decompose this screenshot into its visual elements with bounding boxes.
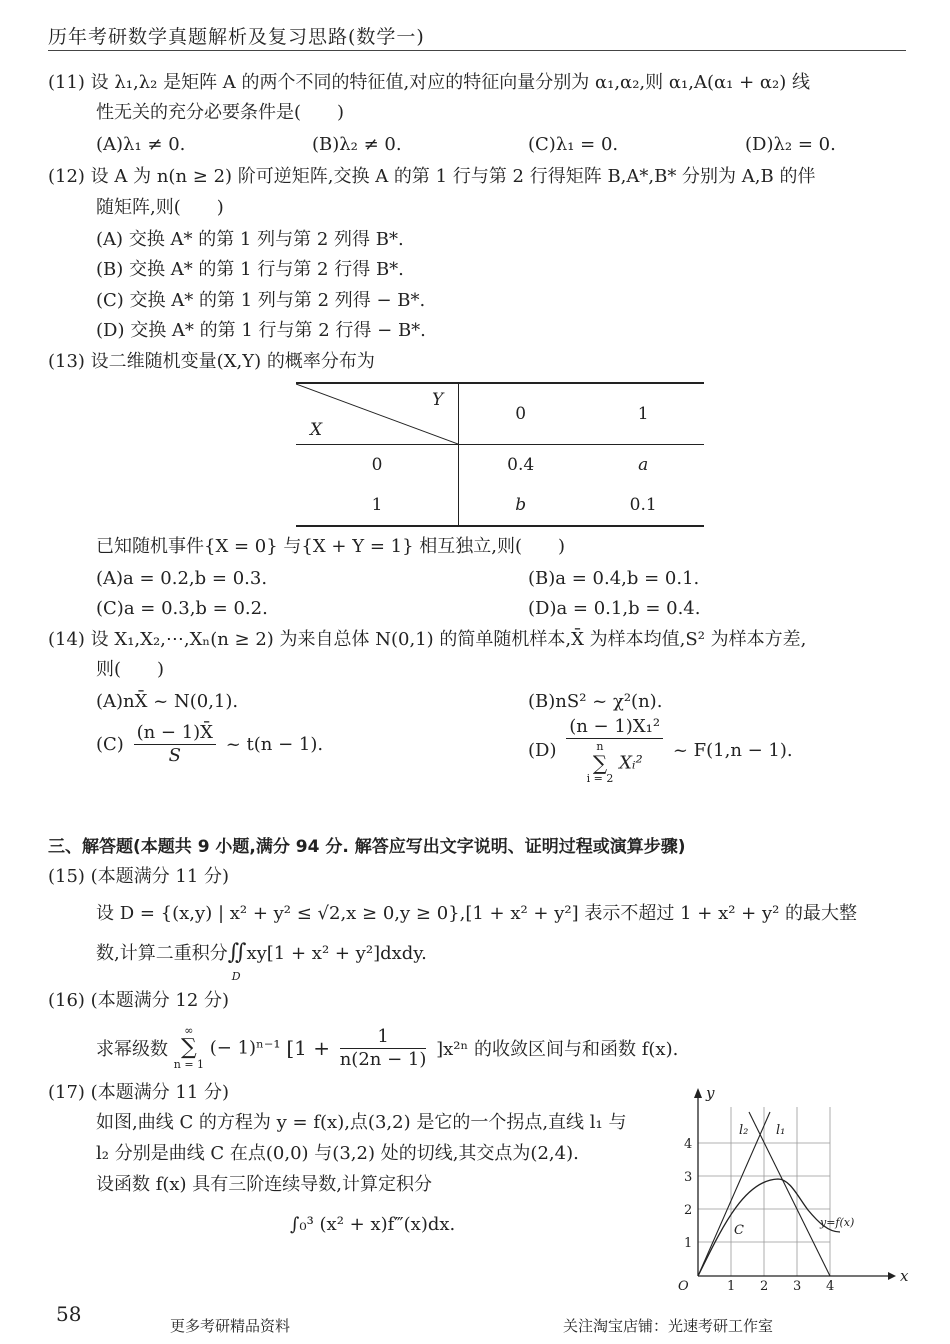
- q15-integrand: xy[1 + x² + y²]dxdy.: [246, 943, 427, 964]
- grid-lines: [698, 1107, 830, 1276]
- section-3-title: 三、解答题(本题共 9 小题,满分 94 分. 解答应写出文字说明、证明过程或演算步骤): [48, 837, 686, 857]
- q13-option-a: (A)a = 0.2,b = 0.3.: [96, 568, 268, 589]
- table-cell: a: [638, 455, 649, 475]
- q17-integral: ∫₀³ (x² + x)f‴(x)dx.: [290, 1214, 456, 1235]
- header-rule: [48, 50, 906, 51]
- q14-option-c-label: (C): [96, 734, 124, 755]
- q16-fraction-numerator: 1: [340, 1026, 427, 1049]
- q12-text-line2: 随矩阵,则( ): [96, 197, 224, 218]
- y-tick-label: 4: [684, 1137, 693, 1152]
- q14-option-d: [528, 716, 793, 785]
- origin-label: O: [678, 1279, 689, 1292]
- q11-option-d: (D)λ₂ = 0.: [745, 134, 836, 155]
- x-axis-arrow: [888, 1272, 896, 1280]
- q17-line3: 设函数 f(x) 具有三阶连续导数,计算定积分: [96, 1174, 433, 1195]
- q16-fraction-denominator: n(2n − 1): [339, 1048, 427, 1070]
- table-corner-cell: [296, 383, 459, 445]
- corner-label-x: X: [310, 420, 323, 440]
- q14-text-line1: (14) 设 X₁,X₂,⋯,Xₙ(n ≥ 2) 为来自总体 N(0,1) 的简单随机样本,X̄ 为样本均值,S² 为样本方差,: [48, 629, 807, 650]
- q12-text-line1: (12) 设 A 为 n(n ≥ 2) 阶可逆矩阵,交换 A 的第 1 行与第 2 行得矩阵 B,A*,B* 分别为 A,B 的伴: [48, 166, 816, 187]
- y-tick-label: 3: [684, 1170, 693, 1185]
- q13-option-c: (C)a = 0.3,b = 0.2.: [96, 598, 268, 619]
- q14-option-c-denominator: S: [168, 745, 181, 766]
- y-tick-label: 2: [684, 1203, 693, 1218]
- q14-sum-symbol: [587, 741, 614, 785]
- q14-option-d-numerator: (n − 1)X₁²: [566, 716, 663, 739]
- q15-line2: [96, 940, 427, 983]
- col-header: 0: [459, 383, 583, 445]
- y-axis-label: y: [706, 1084, 715, 1102]
- table-cell: 0.1: [582, 485, 704, 526]
- function-graph: [668, 1082, 912, 1292]
- x-tick-label: 4: [826, 1279, 835, 1292]
- q11-option-b: (B)λ₂ ≠ 0.: [312, 134, 402, 155]
- q15-line2-text: 数,计算二重积分: [96, 943, 228, 964]
- q17-line1: 如图,曲线 C 的方程为 y = f(x),点(3,2) 是它的一个拐点,直线 l₁ 与: [96, 1112, 627, 1133]
- probability-table: [296, 382, 704, 527]
- q17-line2: l₂ 分别是曲线 C 在点(0,0) 与(3,2) 处的切线,其交点为(2,4).: [96, 1143, 579, 1164]
- label-l2: l₂: [739, 1123, 749, 1138]
- q14-option-b: (B)nS² ~ χ²(n).: [528, 691, 663, 712]
- page-header: 历年考研数学真题解析及复习思路(数学一): [48, 26, 425, 48]
- q16-sum-symbol: [174, 1025, 204, 1071]
- q11-text-line1: (11) 设 λ₁,λ₂ 是矩阵 A 的两个不同的特征值,对应的特征向量分别为 α₁,α₂,则 α₁,A(α₁ + α₂) 线: [48, 72, 811, 93]
- q16-sign-factor: (− 1)ⁿ⁻¹: [209, 1037, 281, 1059]
- q13-condition: 已知随机事件{X = 0} 与{X + Y = 1} 相互独立,则( ): [96, 536, 566, 557]
- x-axis-label: x: [900, 1267, 909, 1285]
- footer-left-text: 更多考研精品资料: [170, 1317, 291, 1335]
- table-cell: b: [459, 485, 583, 526]
- q13-text: (13) 设二维随机变量(X,Y) 的概率分布为: [48, 351, 375, 372]
- tangent-l1: [698, 1112, 770, 1276]
- q16-sum-sign: ∑: [181, 1035, 197, 1060]
- q14-option-c-tail: ~ t(n − 1).: [225, 734, 324, 755]
- q14-sum-upper: n: [596, 740, 604, 753]
- q12-option-d: (D) 交换 A* 的第 1 行与第 2 行得 − B*.: [96, 320, 426, 341]
- q16-sum-lower: n = 1: [173, 1058, 205, 1071]
- q14-option-c: [96, 722, 323, 767]
- x-tick-label: 2: [760, 1279, 769, 1292]
- q16-fraction: [340, 1026, 427, 1071]
- q11-text-line2: 性无关的充分必要条件是( ): [96, 102, 345, 123]
- q12-option-a: (A) 交换 A* 的第 1 列与第 2 列得 B*.: [96, 229, 404, 250]
- q12-option-c: (C) 交换 A* 的第 1 列与第 2 列得 − B*.: [96, 290, 426, 311]
- q14-option-d-fraction: [566, 716, 663, 785]
- q16-sum-upper: ∞: [184, 1024, 194, 1037]
- col-header: 1: [582, 383, 704, 445]
- y-tick-label: 1: [684, 1236, 693, 1251]
- row-header: 1: [296, 485, 459, 526]
- row-header: 0: [296, 445, 459, 486]
- q11-option-a: (A)λ₁ ≠ 0.: [96, 134, 186, 155]
- q14-option-c-fraction: [134, 722, 216, 767]
- q13-option-d: (D)a = 0.1,b = 0.4.: [528, 598, 701, 619]
- q15-double-integral: [227, 940, 247, 983]
- x-tick-label: 3: [793, 1279, 802, 1292]
- label-c: C: [734, 1223, 744, 1238]
- q14-option-a: (A)nX̄ ~ N(0,1).: [96, 691, 239, 712]
- curve-equation-label: y=f(x): [820, 1216, 855, 1229]
- q14-option-d-tail: ~ F(1,n − 1).: [672, 740, 793, 761]
- q14-option-c-numerator: (n − 1)X̄: [134, 722, 216, 745]
- q15-integral-domain: D: [231, 970, 241, 983]
- q16-lead-text: 求幂级数: [96, 1039, 168, 1060]
- q14-option-d-label: (D): [528, 740, 557, 761]
- q13-option-b: (B)a = 0.4,b = 0.1.: [528, 568, 700, 589]
- table-cell: 0.4: [507, 455, 535, 475]
- q14-sum-sign: ∑: [592, 751, 608, 775]
- q11-option-c: (C)λ₁ = 0.: [528, 134, 619, 155]
- q15-integral-sign: ∬: [227, 940, 247, 965]
- q16-bracket-right: ]x²ⁿ 的收敛区间与和函数 f(x).: [436, 1039, 679, 1060]
- y-axis-arrow: [694, 1088, 702, 1098]
- q14-option-d-denominator: [566, 739, 663, 785]
- label-l1: l₁: [776, 1123, 786, 1138]
- page-number: 58: [56, 1302, 82, 1326]
- q17-title: (17) (本题满分 11 分): [48, 1082, 230, 1103]
- table-row: [296, 445, 704, 486]
- x-tick-label: 1: [727, 1279, 736, 1292]
- q14-sum-lower: i = 2: [586, 772, 614, 785]
- q14-text-line2: 则( ): [96, 659, 165, 680]
- q15-title: (15) (本题满分 11 分): [48, 866, 230, 887]
- tangent-l2: [749, 1112, 830, 1276]
- corner-label-y: Y: [432, 390, 444, 410]
- q12-option-b: (B) 交换 A* 的第 1 行与第 2 行得 B*.: [96, 259, 404, 280]
- q16-bracket-left: [1 +: [286, 1036, 330, 1060]
- q16-series: [96, 1025, 678, 1071]
- table-row: [296, 485, 704, 526]
- footer-right-text: 关注淘宝店铺：光速考研工作室: [563, 1317, 774, 1335]
- q15-line1: 设 D = {(x,y) | x² + y² ≤ √2,x ≥ 0,y ≥ 0},[1 + x² + y²] 表示不超过 1 + x² + y² 的最大整: [96, 903, 858, 924]
- q16-title: (16) (本题满分 12 分): [48, 990, 230, 1011]
- q14-sum-term: Xᵢ²: [619, 752, 643, 774]
